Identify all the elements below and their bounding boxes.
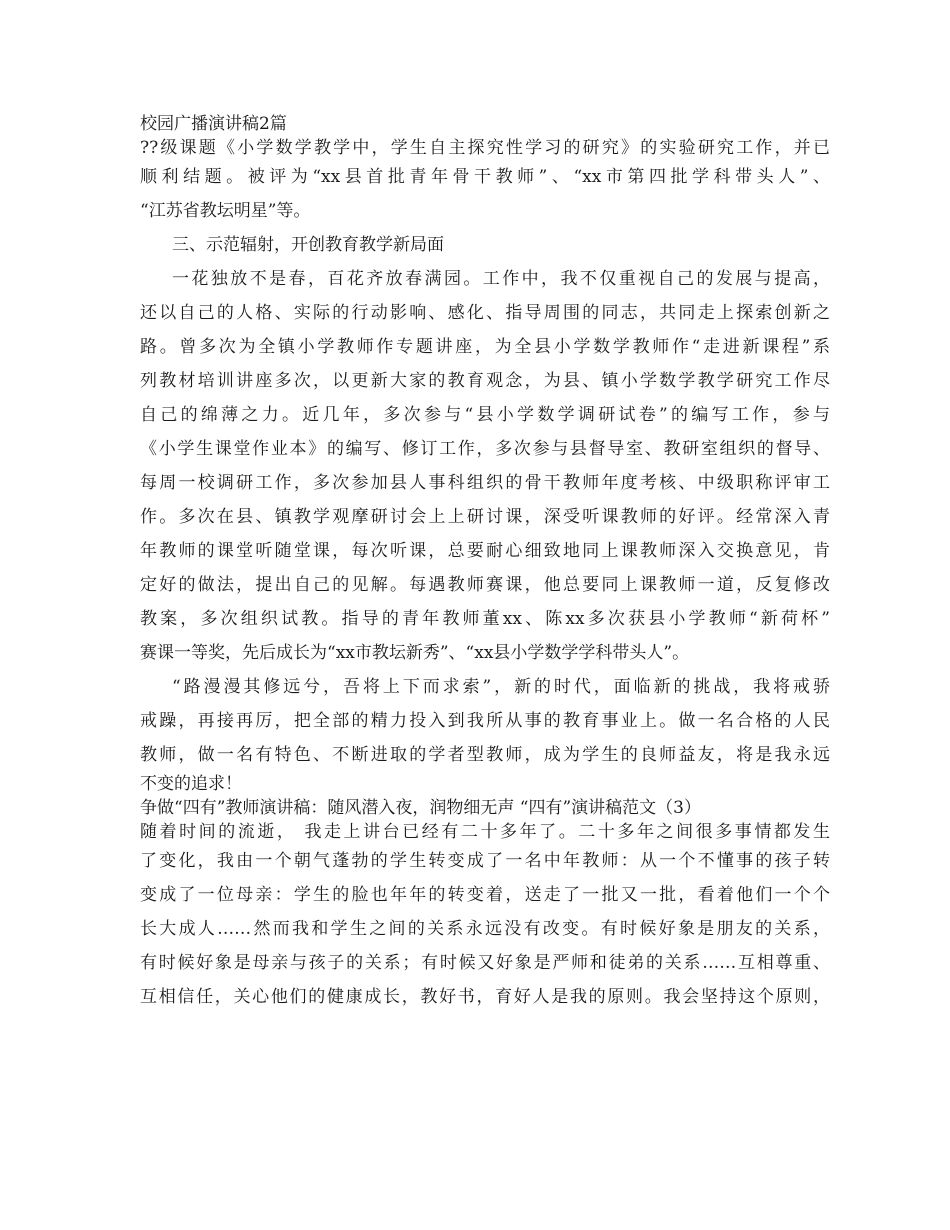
text-line: 长大成人……然而我和学生之间的关系永远没有改变。有时候好象是朋友的关系，	[140, 919, 830, 939]
text-line: 一花独放不是春，百花齐放春满园。工作中，我不仅重视自己的发展与提高，	[172, 269, 830, 289]
text-line: 定好的做法，提出自己的见解。每遇教师赛课，他总要同上课教师一道，反复修改	[140, 575, 830, 595]
text-line: 赛课一等奖，先后成长为“xx市教坛新秀”、“xx县小学数学学科带头人”。	[140, 643, 690, 663]
text-line: 作。多次在县、镇教学观摩研讨会上上研讨课，深受听课教师的好评。经常深入青	[140, 507, 830, 527]
text-line: 有时候好象是母亲与孩子的关系；有时候又好象是严师和徒弟的关系……互相尊重、	[140, 953, 830, 973]
text-line: 顺利结题。被评为“xx县首批青年骨干教师”、“xx市第四批学科带头人”、	[140, 167, 830, 187]
text-line: “路漫漫其修远兮，吾将上下而求索”，新的时代，面临新的挑战，我将戒骄	[172, 677, 830, 697]
text-line: 随着时间的流逝， 我走上讲台已经有二十多年了。二十多年之间很多事情都发生	[140, 822, 830, 842]
text-line: 戒躁，再接再厉，把全部的精力投入到我所从事的教育事业上。做一名合格的人民	[140, 711, 830, 731]
text-line: 每周一校调研工作，多次参加县人事科组织的骨干教师年度考核、中级职称评审工	[140, 473, 830, 493]
section-heading: 争做“四有”教师演讲稿：随风潜入夜，润物细无声 “四有”演讲稿范文（3）	[140, 798, 701, 818]
text-line: 列教材培训讲座多次，以更新大家的教育观念，为县、镇小学数学教学研究工作尽	[140, 371, 830, 391]
text-line: 互相信任，关心他们的健康成长，教好书，育好人是我的原则。我会坚持这个原则，	[140, 987, 830, 1007]
section-heading: 三、示范辐射，开创教育教学新局面	[172, 235, 444, 255]
text-line: “江苏省教坛明星”等。	[140, 201, 311, 221]
text-line: 年教师的课堂听随堂课，每次听课，总要耐心细致地同上课教师深入交换意见，肯	[140, 541, 830, 561]
text-line: 教师，做一名有特色、不断进取的学者型教师，成为学生的良师益友，将是我永远	[140, 745, 830, 765]
document-body	[140, 112, 830, 1014]
text-line: 《小学生课堂作业本》的编写、修订工作，多次参与县督导室、教研室组织的督导、	[140, 439, 830, 459]
text-line: 了变化，我由一个朝气蓬勃的学生转变成了一名中年教师：从一个不懂事的孩子转	[140, 851, 830, 871]
text-line: 路。曾多次为全镇小学教师作专题讲座，为全县小学数学教师作“走进新课程”系	[140, 337, 830, 357]
text-line: 变成了一位母亲：学生的脸也年年的转变着，送走了一批又一批，看着他们一个个	[140, 885, 830, 905]
text-line: 自己的绵薄之力。近几年，多次参与“县小学数学调研试卷”的编写工作，参与	[140, 405, 830, 425]
document-title: 校园广播演讲稿2篇	[140, 114, 287, 134]
text-line: 教案，多次组织试教。指导的青年教师董xx、陈xx多次获县小学教师“新荷杯”	[140, 609, 830, 629]
text-line: 还以自己的人格、实际的行动影响、感化、指导周围的同志，共同走上探索创新之	[140, 303, 830, 323]
text-line: 不变的追求！	[140, 774, 242, 794]
text-line: ??级课题《小学数学教学中，学生自主探究性学习的研究》的实验研究工作，并已	[140, 138, 830, 158]
